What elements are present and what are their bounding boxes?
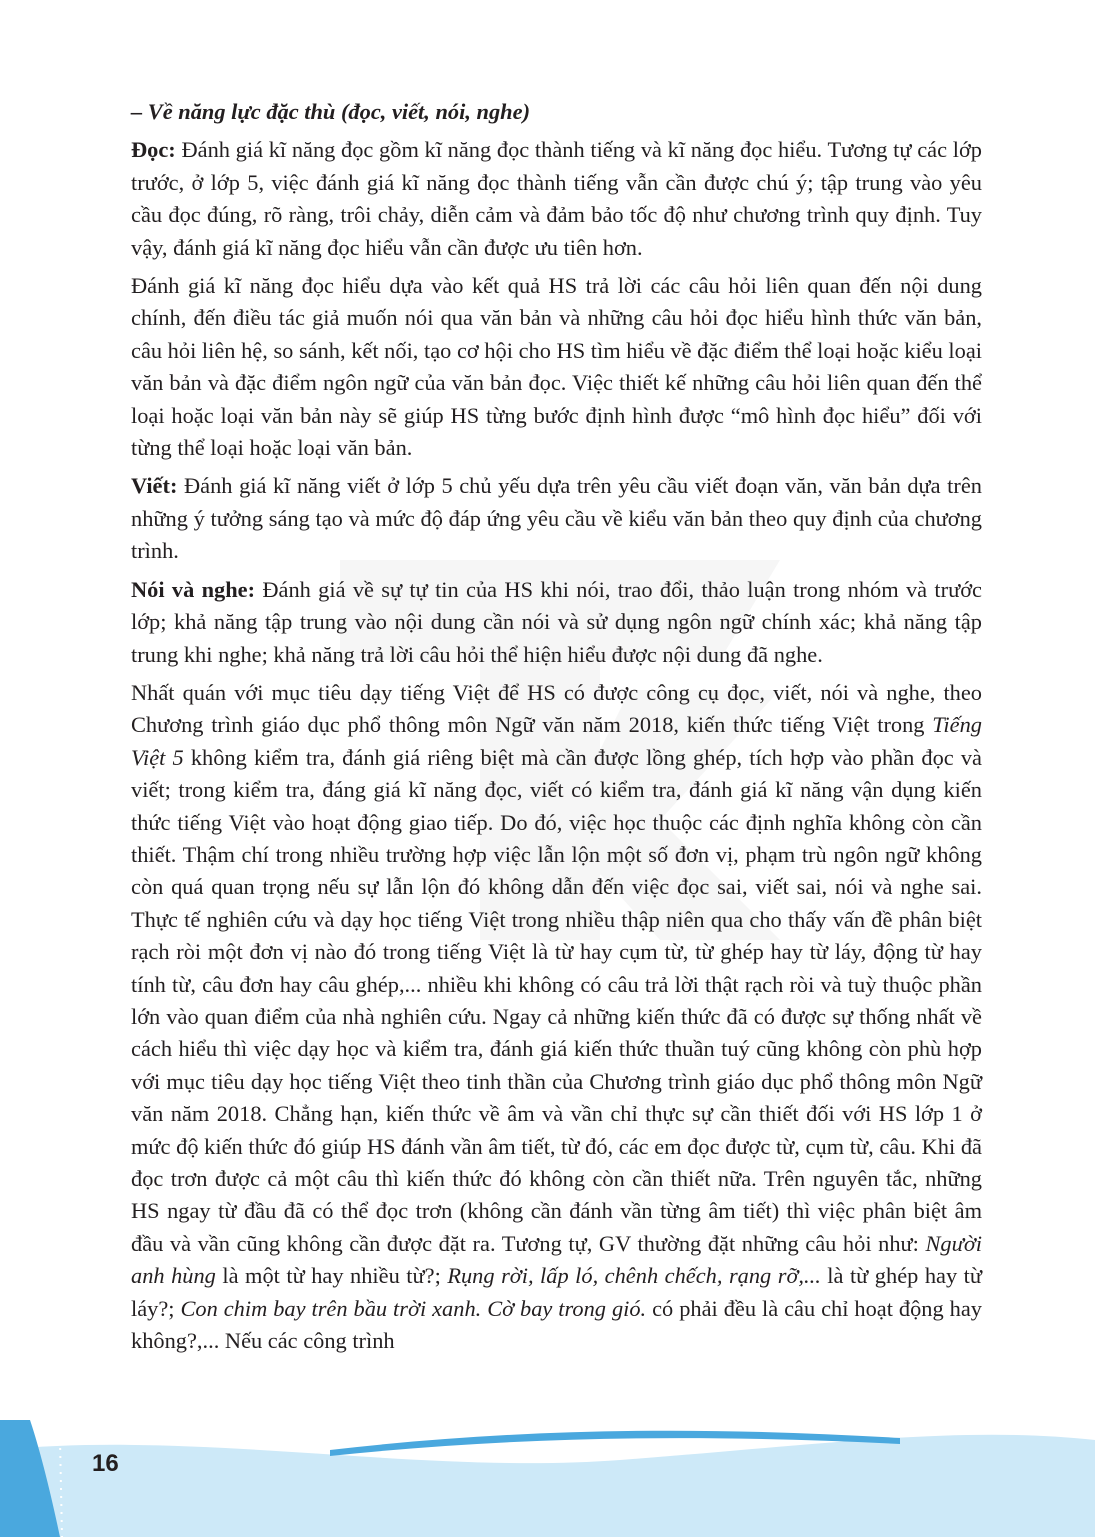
text-segment: là một từ hay nhiều từ?; [215, 1263, 448, 1289]
example-3: Con chim bay trên bầu trời xanh. Cờ bay trong gió. [180, 1295, 647, 1321]
paragraph-doc-hieu: Đánh giá kĩ năng đọc hiểu dựa vào kết quả HS trả lời các câu hỏi liên quan đến nội dung chính, đến điều tác giả muốn nói qua văn bản và những câu hỏi đọc hiểu hình thức văn bản, câu hỏi liên hệ, so sánh, kết nối, tạo cơ hội cho HS tìm hiểu về đặc điểm thể loại hoặc kiểu loại văn bản và đặc điểm ngôn ngữ của văn bản đọc. Việc thiết kế những câu hỏi liên quan đến thể loại hoặc loại văn bản này sẽ giúp HS từng bước định hình được “mô hình đọc hiểu” đối với từng thể loại hoặc loại văn bản. [131, 273, 982, 461]
book-title: Tiếng Việt 5 [131, 712, 982, 770]
paragraph-doc [131, 134, 982, 264]
section-heading: – Về năng lực đặc thù (đọc, viết, nói, nghe) [131, 99, 531, 124]
text-segment: Nhất quán với mục tiêu dạy tiếng Việt để HS có được công cụ đọc, viết, nói và nghe, theo Chương trình giáo dục phổ thông môn Ngữ văn năm 2018, kiến thức tiếng Việt trong [131, 679, 982, 738]
example-1: Người anh hùng [131, 1230, 982, 1289]
page-number: 16 [92, 1450, 119, 1477]
text-viet: Đánh giá kĩ năng viết ở lớp 5 chủ yếu dựa trên yêu cầu viết đoạn văn, văn bản dựa trên những ý tưởng sáng tạo và mức độ đáp ứng yêu cầu về kiểu văn bản theo quy định của chương trình. [131, 473, 982, 564]
text-segment: không kiểm tra, đánh giá riêng biệt mà cần được lồng ghép, tích hợp vào phần đọc và viết; trong kiểm tra, đáng giá kĩ năng đọc, viết có kiểm tra, đánh giá kĩ năng vận dụng kiến thức tiếng Việt vào hoạt động giao tiếp. Do đó, việc học thuộc các định nghĩa không còn cần thiết. Thậm chí trong nhiều trường hợp việc lẫn lộn một số đơn vị, phạm trù ngôn ngữ không còn quá quan trọng nếu sự lẫn lộn đó không dẫn đến việc đọc sai, viết sai, nói và nghe sai. Thực tế nghiên cứu và dạy học tiếng Việt trong nhiều thập niên qua cho thấy vấn đề phân biệt rạch ròi một đơn vị nào đó trong tiếng Việt là từ hay cụm từ, từ ghép hay từ láy, động từ hay tính từ, câu đơn hay câu ghép,... nhiều khi không có câu trả lời thật rạch ròi và tuỳ thuộc phần lớn vào quan điểm của nhà nghiên cứu. Ngay cả những kiến thức đã có được sự thống nhất về cách hiểu thì việc dạy học và kiểm tra, đánh giá kiến thức thuần tuý cũng không còn phù hợp với mục tiêu dạy học tiếng Việt theo tinh thần của Chương trình giáo dục phổ thông môn Ngữ văn năm 2018. Chẳng hạn, kiến thức về âm và vần chỉ thực sự cần thiết đối với HS lớp 1 ở mức độ kiến thức đó giúp HS đánh vần âm tiết, từ đó, các em đọc được từ, cụm từ, câu. Khi đã đọc trơn được cả một câu thì kiến thức đó không còn cần thiết nữa. Trên nguyên tắc, những HS ngay từ đầu đã có thể đọc trơn (không cần đánh vần từng âm tiết) thì việc phân biệt âm đầu và vần cũng không cần được đặt ra. Tương tự, GV thường đặt những câu hỏi như: [131, 744, 982, 1256]
paragraph-viet [131, 470, 982, 567]
paragraph-noi-nghe [131, 574, 982, 671]
text-doc: Đánh giá kĩ năng đọc gồm kĩ năng đọc thành tiếng và kĩ năng đọc hiểu. Tương tự các lớp trước, ở lớp 5, việc đánh giá kĩ năng đọc thành tiếng vẫn cần được chú ý; tập trung vào yêu cầu đọc đúng, rõ ràng, trôi chảy, diễn cảm và đảm bảo tốc độ như chương trình quy định. Tuy vậy, đánh giá kĩ năng đọc hiểu vẫn cần được ưu tiên hơn. [131, 137, 982, 260]
label-doc: Đọc: [131, 137, 176, 163]
text-segment: là từ ghép hay từ láy?; [131, 1263, 983, 1321]
text-noi-nghe: Đánh giá về sự tự tin của HS khi nói, trao đổi, thảo luận trong nhóm và trước lớp; khả năng tập trung vào nội dung cần nói và sử dụng ngôn ngữ chính xác; khả năng tập trung khi nghe; khả năng trả lời câu hỏi thể hiện hiểu được nội dung đã nghe. [131, 576, 982, 667]
paragraph-nhat-quan [131, 677, 982, 1358]
footer-wave [0, 1420, 1095, 1537]
text-segment: có phải đều là câu chỉ hoạt động hay không?,... Nếu các công trình [131, 1295, 982, 1354]
body-text [131, 96, 982, 1363]
example-2: Rụng rời, lấp ló, chênh chếch, rạng rỡ,... [447, 1263, 821, 1289]
label-noi-nghe: Nói và nghe: [131, 576, 256, 602]
label-viet: Viết: [131, 473, 178, 499]
